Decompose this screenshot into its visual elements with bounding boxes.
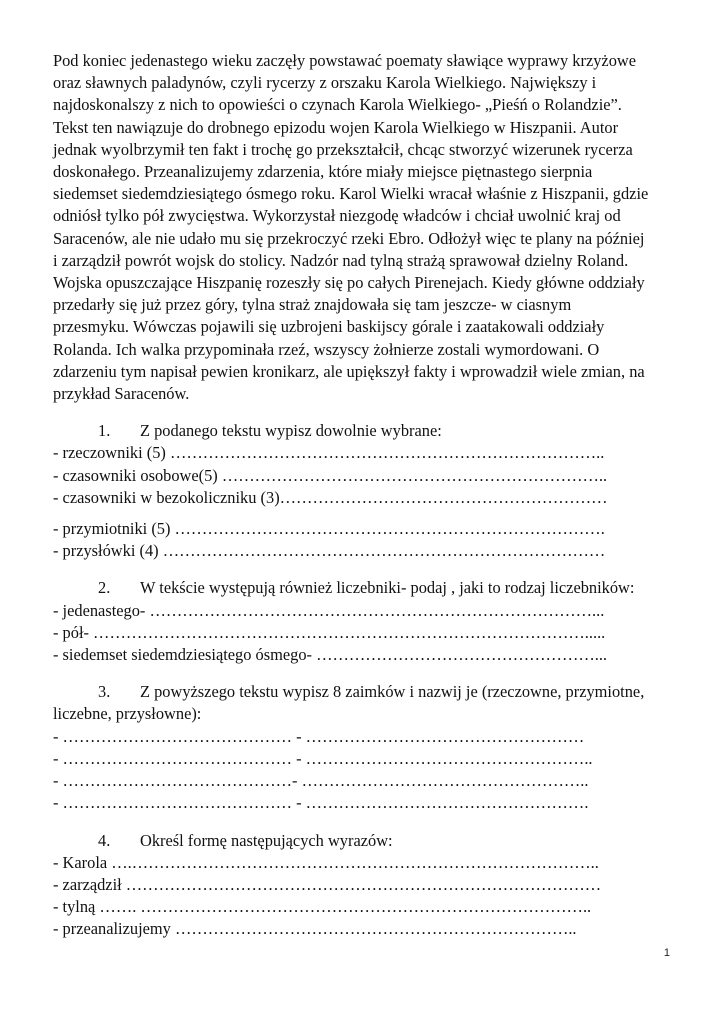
task-4-number: 4. [98,830,111,850]
paragraph-line: oraz sławnych paladynów, czyli rycerzy z orszaku Karola Wielkiego. Największy i [53,73,597,93]
paragraph-line: odniósł tylko pół zwycięstwa. Wykorzystał niezgodę władców i chciał uwolnić kraj od [53,206,621,226]
task-2-heading [53,577,678,599]
task-2 [53,577,678,666]
answer-line-siedemset[interactable]: - siedemset siedemdziesiątego ósmego- ……………………………………………... [53,645,608,665]
task-3-prompt-continuation: liczebne, przysłowne): [53,704,202,724]
task-3 [53,681,678,814]
paragraph-line: i zarządził powrót wojsk do stolicy. Nadzór nad tylną strażą sprawował dzielny Roland. [53,250,629,270]
task-4-heading [53,830,678,852]
answer-line-tylna[interactable]: - tylną ……. ……………………………………………………………………….. [53,897,592,917]
page-number: 1 [663,947,670,959]
answer-line-adjectives[interactable]: - przymiotniki (5) ……………………………………………………………………. [53,519,605,539]
task-1-prompt: Z podanego tekstu wypisz dowolnie wybrane: [140,421,442,441]
paragraph-line: przykład Saracenów. [53,384,190,404]
intro-paragraph [53,50,678,405]
task-1 [53,420,678,562]
answer-line-pronoun-3[interactable]: - ……………………………………- …………………………………………….. [53,771,589,791]
paragraph-line: zdarzeniu tym napisał pewien kronikarz, ale upiększył fakty i wprowadził wiele zmian, na [53,361,645,381]
paragraph-line: siedemset siedemdziesiątego ósmego roku. Karol Wielki wracał właśnie z Hiszpanii, gdzie [53,184,649,204]
task-4 [53,830,678,941]
paragraph-line: przedarły się już przez góry, tylna straż znajdowała się tam jeszcze- w ciasnym [53,295,572,315]
answer-line-adverbs[interactable]: - przysłówki (4) ……………………………………………………………………… [53,541,606,561]
task-3-heading [53,681,678,703]
answer-line-pronoun-1[interactable]: - …………………………………… - …………………………………………… [53,726,585,746]
answer-line-pol[interactable]: - pół- ………………………………………………………………………………..... [53,622,606,642]
paragraph-line: Rolanda. Ich walka przypominała rzeź, wszyscy żołnierze zostali wymordowani. O [53,339,600,359]
paragraph-line: doskonałego. Przeanalizujemy zdarzenia, które miały miejsce piętnastego sierpnia [53,162,593,182]
task-2-number: 2. [98,578,111,598]
paragraph-line: Tekst ten nawiązuje do drobnego epizodu wojen Karola Wielkiego w Hiszpanii. Autor [53,117,619,137]
paragraph-line: Wojska opuszczające Hiszpanię rozeszły się po całych Pirenejach. Kiedy główne oddziały [53,273,645,293]
task-1-number: 1. [98,421,111,441]
answer-line-jedenastego[interactable]: - jedenastego- ………………………………………………………………………... [53,600,605,620]
answer-line-przeanalizujemy[interactable]: - przeanalizujemy ……………………………………………………………….. [53,919,577,939]
task-3-prompt: Z powyższego tekstu wypisz 8 zaimków i nazwij je (rzeczowne, przymiotne, [140,682,645,702]
paragraph-line: jednak wyolbrzymił ten fakt i trochę go przekształcił, chcąc stworzyć wizerunek rycerza [53,139,633,159]
answer-line-pronoun-4[interactable]: - …………………………………… - ……………………………………………. [53,793,589,813]
task-1-heading [53,420,678,442]
answer-line-zarzadzil[interactable]: - zarządził …………………………………………………………………………… [53,874,602,894]
paragraph-line: Saracenów, ale nie udało mu się przekroczyć rzeki Ebro. Odłożył więc te plany na później [53,228,645,248]
paragraph-line: najdoskonalszy z nich to opowieści o czynach Karola Wielkiego- „Pieśń o Rolandzie”. [53,95,622,115]
task-2-prompt: W tekście występują również liczebniki- podaj , jaki to rodzaj liczebników: [140,578,635,598]
answer-line-karola[interactable]: - Karola ….………………………………………………………………………….. [53,852,599,872]
task-3-number: 3. [98,682,111,702]
task-4-prompt: Określ formę następujących wyrazów: [140,830,393,850]
spacer [53,509,678,518]
paragraph-line: Pod koniec jedenastego wieku zaczęły powstawać poematy sławiące wyprawy krzyżowe [53,51,637,70]
paragraph-line: przesmyku. Wówczas pojawili się uzbrojeni baskijscy górale i zaatakowali oddziały [53,317,605,337]
answer-line-infinitives[interactable]: - czasowniki w bezokoliczniku (3)…………………………………………………… [53,487,608,507]
answer-line-nouns[interactable]: - rzeczowniki (5) …………………………………………………………………….. [53,443,605,463]
answer-line-finite-verbs[interactable]: - czasowniki osobowe(5) …………………………………………………………….. [53,465,608,485]
answer-line-pronoun-2[interactable]: - …………………………………… - …………………………………………….. [53,748,593,768]
document-page [53,50,678,941]
